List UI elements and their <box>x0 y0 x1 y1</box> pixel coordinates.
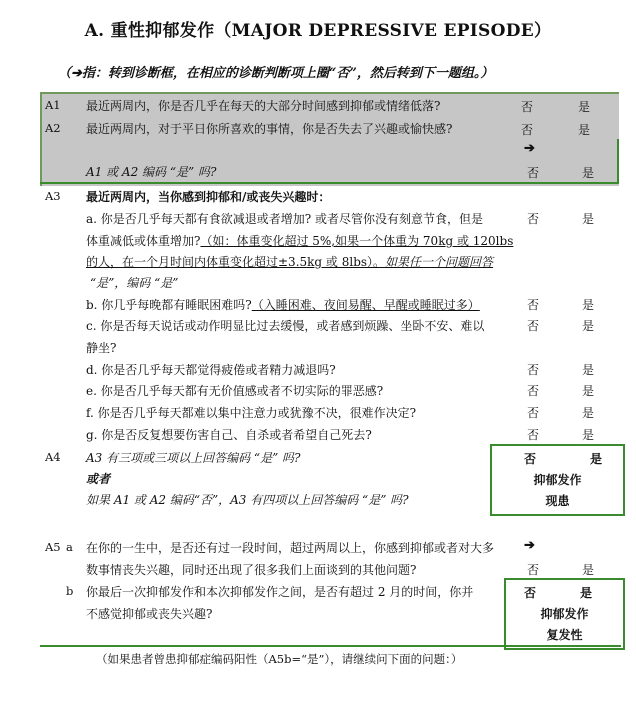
a1-a2-code-question: A1 或 A2 编码 “是” 吗? <box>86 165 217 179</box>
a1-label: A1 <box>45 98 61 112</box>
a3a-line3-instruction: 如果任一个问题回答 <box>385 255 494 269</box>
a3a-line3-note: 的人，在一个月时间内体重变化超过±3.5kg 或 8lbs）。 <box>86 255 386 269</box>
a3a-line3 <box>86 253 493 270</box>
a3e-no[interactable]: 否 <box>527 384 540 398</box>
a12-no[interactable]: 否 <box>527 166 540 180</box>
a5b-no[interactable]: 否 <box>524 586 537 600</box>
a2-yes[interactable]: 是 <box>578 123 591 137</box>
a3b-question <box>86 296 480 313</box>
a3-label: A3 <box>45 189 61 203</box>
a4-line2: 如果 A1 或 A2 编码“否”，A3 有四项以上回答编码 “是” 吗? <box>86 493 409 507</box>
footnote: （如果患者曾患抑郁症编码阳性（A5b=“是”），请继续问下面的问题：） <box>96 652 463 666</box>
a5-box-label2: 复发性 <box>546 628 583 642</box>
a3a-line2-note: （如：体重变化超过 5%,如果一个体重为 70kg 或 120lbs <box>200 234 514 248</box>
a4-label: A4 <box>45 450 61 464</box>
a3a-line1: a. 你是否几乎每天都有食欲减退或者增加? 或者尽管你没有刻意节食，但是 <box>86 212 484 226</box>
a3c-yes[interactable]: 是 <box>582 319 595 333</box>
a1-a2-section-right-border <box>617 139 619 184</box>
a4-yes[interactable]: 是 <box>590 452 603 466</box>
a5b-line1: 你最后一次抑郁发作和本次抑郁发作之间，是否有超过 2 月的时间，你并 <box>86 585 474 599</box>
a5a-skip-arrow-icon: ➔ <box>524 538 535 553</box>
a2-no[interactable]: 否 <box>521 123 534 137</box>
page-title: A. 重性抑郁发作（MAJOR DEPRESSIVE EPISODE） <box>84 21 552 41</box>
a4-box-label2: 现患 <box>545 494 570 508</box>
a5-box-label1: 抑郁发作 <box>540 607 589 621</box>
bottom-divider <box>40 645 621 647</box>
a4-line1: A3 有三项或三项以上回答编码 “是” 吗? <box>86 451 301 465</box>
section-divider <box>40 182 619 184</box>
a1-question: 最近两周内，你是否几乎在每天的大部分时间感到抑郁或情绪低落? <box>86 99 441 113</box>
a5a-yes[interactable]: 是 <box>582 563 595 577</box>
a3a-yes[interactable]: 是 <box>582 212 595 226</box>
a3a-line2-plain: 体重减低或体重增加? <box>86 234 201 248</box>
a3d-no[interactable]: 否 <box>527 363 540 377</box>
a5a-mark: a <box>66 540 73 554</box>
a3b-plain: b. 你几乎每晚都有睡眠困难吗? <box>86 298 252 312</box>
a3g-question: g. 你是否反复想要伤害自己、自杀或者希望自己死去? <box>86 428 372 442</box>
a12-yes[interactable]: 是 <box>582 166 595 180</box>
a3f-yes[interactable]: 是 <box>582 406 595 420</box>
a3f-no[interactable]: 否 <box>527 406 540 420</box>
skip-arrow-icon: ➔ <box>524 141 535 156</box>
a1-no[interactable]: 否 <box>521 100 534 114</box>
a2-question: 最近两周内，对于平日你所喜欢的事情，你是否失去了兴趣或愉快感? <box>86 122 453 136</box>
a3f-question: f. 你是否几乎每天都难以集中注意力或犹豫不决，很难作决定? <box>86 406 417 420</box>
a3c-line1: c. 你是否每天说话或动作明显比过去缓慢，或者感到烦躁、坐卧不安、难以 <box>86 319 485 333</box>
instruction-note: （➔指：转到诊断框，在相应的诊断判断项上圈“否”，然后转到下一题组。） <box>58 66 494 81</box>
a5a-no[interactable]: 否 <box>527 563 540 577</box>
a4-box-label1: 抑郁发作 <box>533 473 582 487</box>
a5b-yes[interactable]: 是 <box>580 586 593 600</box>
a3b-no[interactable]: 否 <box>527 298 540 312</box>
a5a-line1: 在你的一生中，是否还有过一段时间，超过两周以上，你感到抑郁或者对大多 <box>86 541 495 555</box>
a5-label: A5 <box>45 540 61 554</box>
a3g-yes[interactable]: 是 <box>582 428 595 442</box>
a3b-note: （入睡困难、夜间易醒、早醒或睡眠过多） <box>251 298 480 312</box>
a3b-yes[interactable]: 是 <box>582 298 595 312</box>
a4-or: 或者 <box>86 472 111 486</box>
a3c-no[interactable]: 否 <box>527 319 540 333</box>
a3a-line4: “是”，编码 “是” <box>90 276 179 290</box>
a3c-line2: 静坐? <box>86 341 117 355</box>
a3a-no[interactable]: 否 <box>527 212 540 226</box>
a2-label: A2 <box>45 121 61 135</box>
a5b-line2: 不感觉抑郁或丧失兴趣? <box>86 607 213 621</box>
a3a-line2 <box>86 232 513 249</box>
a5a-line2: 数事情丧失兴趣，同时还出现了很多我们上面谈到的其他问题? <box>86 563 417 577</box>
a4-no[interactable]: 否 <box>524 452 537 466</box>
a3-header: 最近两周内，当你感到抑郁和/或丧失兴趣时： <box>86 190 331 204</box>
a3d-question: d. 你是否几乎每天都觉得疲倦或者精力减退吗? <box>86 363 336 377</box>
a1-yes[interactable]: 是 <box>578 100 591 114</box>
a5b-mark: b <box>66 584 74 598</box>
a3e-yes[interactable]: 是 <box>582 384 595 398</box>
a3g-no[interactable]: 否 <box>527 428 540 442</box>
a3e-question: e. 你是否几乎每天都有无价值感或者不切实际的罪恶感? <box>86 384 384 398</box>
a3d-yes[interactable]: 是 <box>582 363 595 377</box>
